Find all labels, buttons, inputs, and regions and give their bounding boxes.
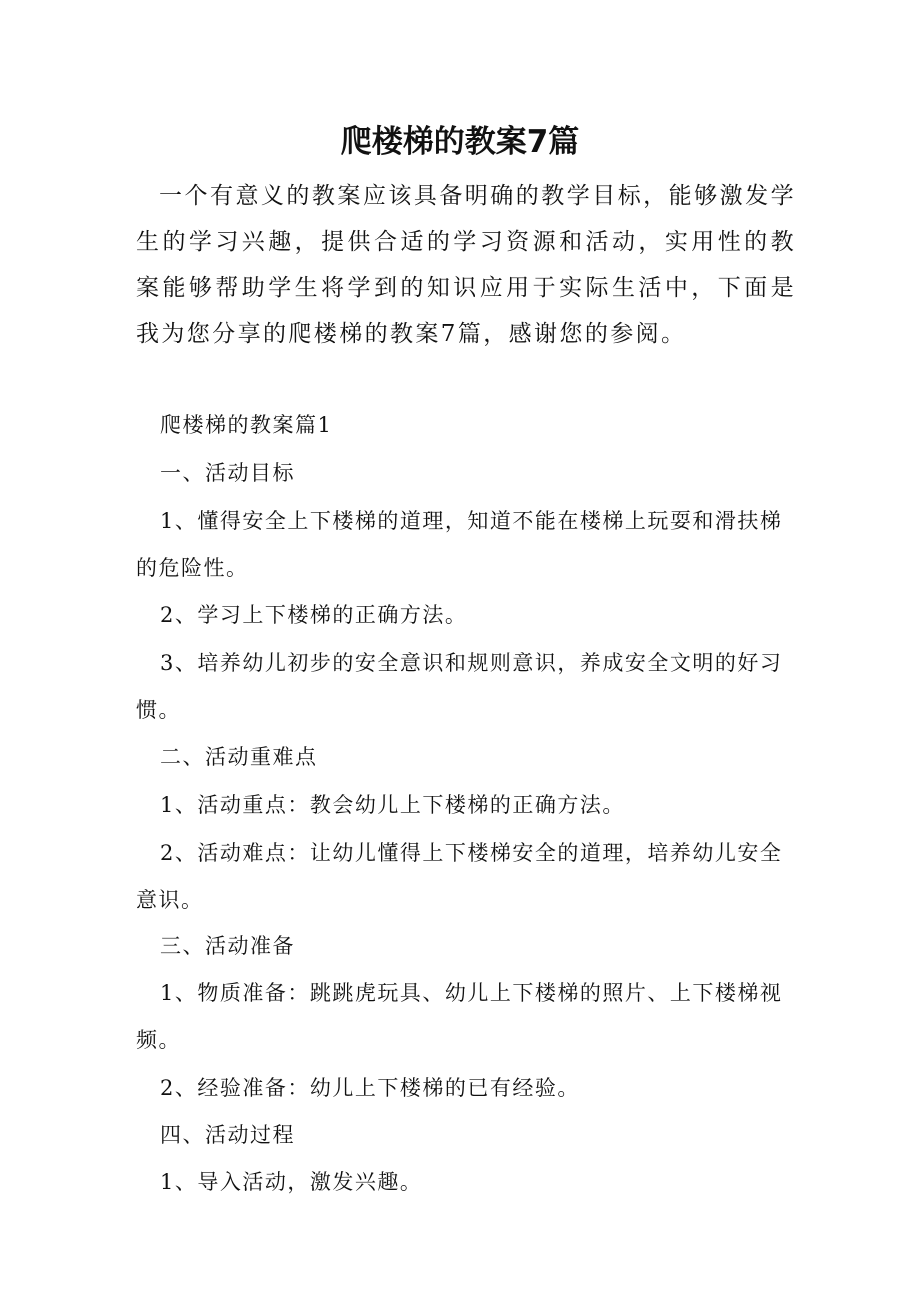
goal-item-3: 3、培养幼儿初步的安全意识和规则意识，养成安全文明的好习惯。 <box>136 651 783 722</box>
process-item-1: 1、导入活动，激发兴趣。 <box>160 1170 423 1194</box>
goal-item-2: 2、学习上下楼梯的正确方法。 <box>160 603 468 627</box>
material-preparation-item: 1、物质准备：跳跳虎玩具、幼儿上下楼梯的照片、上下楼梯视频。 <box>136 981 783 1052</box>
intro-paragraph: 一个有意义的教案应该具备明确的教学目标，能够激发学生的学习兴趣，提供合适的学习资源和活动，实用性的教案能够帮助学生将学到的知识应用于实际生活中，下面是我为您分享的爬楼梯的教案7篇，感谢您的参阅。 <box>136 183 796 347</box>
goal-item-1: 1、懂得安全上下楼梯的道理，知道不能在楼梯上玩耍和滑扶梯的危险性。 <box>136 509 783 580</box>
key-point-item: 1、活动重点：教会幼儿上下楼梯的正确方法。 <box>160 793 625 817</box>
heading-activity-process: 四、活动过程 <box>160 1123 295 1147</box>
section-title: 爬楼梯的教案篇1 <box>160 413 333 437</box>
difficult-point-item: 2、活动难点：让幼儿懂得上下楼梯安全的道理，培养幼儿安全意识。 <box>136 841 783 912</box>
document-title: 爬楼梯的教案7篇 <box>340 124 580 160</box>
heading-key-points: 二、活动重难点 <box>160 745 318 769</box>
heading-preparation: 三、活动准备 <box>160 934 295 958</box>
experience-preparation-item: 2、经验准备：幼儿上下楼梯的已有经验。 <box>160 1076 580 1100</box>
heading-activity-goals: 一、活动目标 <box>160 461 295 485</box>
